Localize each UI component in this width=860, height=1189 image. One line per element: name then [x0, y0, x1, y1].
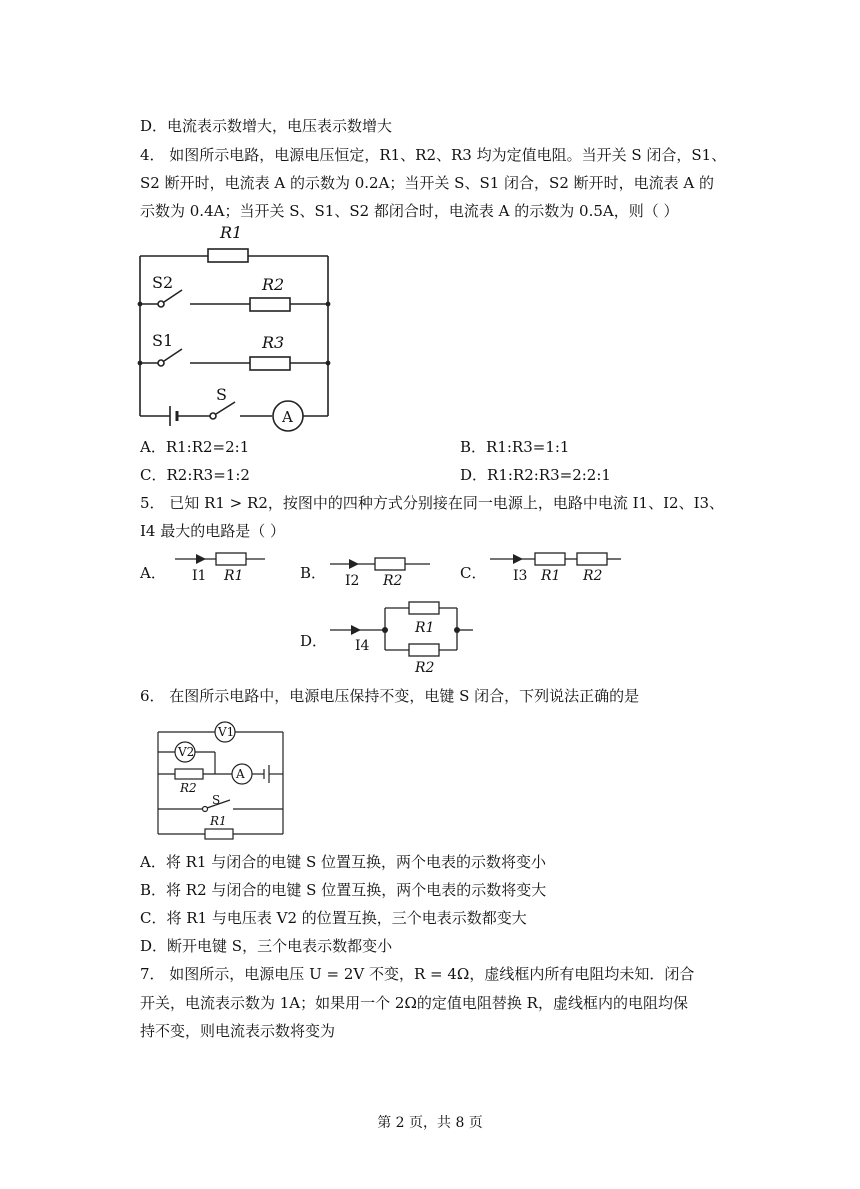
q5-stem-line1: 5． 已知 R1 > R2，按图中的四种方式分别接在同一电源上，电路中电流 I1、I2、I3、 [140, 494, 725, 512]
q4-stem-line2: S2 断开时，电流表 A 的示数为 0.2A；当开关 S、S1 闭合，S2 断开时，电流表 A 的 [140, 174, 715, 192]
q4-stem-line3: 示数为 0.4A；当开关 S、S1、S2 都闭合时，电流表 A 的示数为 0.5A，则（ ） [140, 202, 679, 220]
q4-label-r1: R1 [220, 223, 243, 242]
q5-a-label-r1: R1 [224, 568, 244, 584]
q4-option-a: A．R1:R2=2:1 [140, 438, 250, 456]
q6-stem: 6． 在图所示电路中，电源电压保持不变，电键 S 闭合，下列说法正确的是 [140, 687, 640, 705]
q4-stem-line1: 4． 如图所示电路，电源电压恒定，R1、R2、R3 均为定值电阻。当开关 S 闭合，S1、 [140, 146, 727, 164]
q5-d-label-r1: R1 [415, 620, 435, 636]
q7-stem-line1: 7． 如图所示，电源电压 U = 2V 不变，R = 4Ω，虚线框内所有电阻均未知．闭合 [140, 965, 695, 983]
page-footer: 第 2 页，共 8 页 [377, 1115, 483, 1131]
q5-circuit-a [170, 548, 270, 588]
q3-option-d: D．电流表示数增大，电压表示数增大 [140, 117, 393, 135]
q6-label-r2: R2 [180, 781, 197, 795]
q5-circuit-c [485, 548, 625, 588]
q4-label-r3: R3 [262, 333, 285, 352]
q5-circuit-d [325, 598, 480, 678]
q6-circuit-diagram [148, 713, 293, 843]
q5-b-label-i2: I2 [345, 573, 360, 589]
q7-stem-line3: 持不变，则电流表示数将变为 [140, 1022, 336, 1040]
q4-label-r2: R2 [262, 275, 285, 294]
q6-option-c: C．将 R1 与电压表 V2 的位置互换，三个电表示数都变大 [140, 909, 527, 927]
q5-a-label-i1: I1 [192, 568, 207, 584]
q6-ammeter-label: A [236, 767, 245, 781]
q5-option-c-label: C． [460, 564, 487, 582]
q5-option-d-label: D． [300, 632, 328, 650]
q5-option-b-label: B． [300, 564, 327, 582]
q5-d-label-i4: I4 [355, 638, 370, 654]
q6-label-s: S [212, 793, 221, 807]
q6-option-b: B．将 R2 与闭合的电键 S 位置互换，两个电表的示数将变大 [140, 881, 547, 899]
q7-stem-line2: 开关，电流表示数为 1A；如果用一个 2Ω的定值电阻替换 R，虚线框内的电阻均保 [140, 994, 688, 1012]
q5-d-label-r2: R2 [415, 660, 435, 676]
q4-label-s1: S1 [152, 331, 174, 350]
q6-v2-label: V2 [178, 745, 195, 759]
q5-c-label-i3: I3 [513, 568, 528, 584]
q4-ammeter-label: A [282, 408, 293, 426]
q4-circuit-diagram [130, 218, 350, 433]
q4-option-b: B．R1:R3=1:1 [460, 438, 570, 456]
q5-b-label-r2: R2 [383, 573, 403, 589]
q6-v1-label: V1 [218, 725, 235, 739]
q6-option-d: D．断开电键 S，三个电表示数都变小 [140, 937, 393, 955]
q4-option-c: C．R2:R3=1:2 [140, 466, 250, 484]
q4-option-d: D．R1:R2:R3=2:2:1 [460, 466, 611, 484]
q5-circuit-b [325, 553, 435, 593]
q4-label-s2: S2 [152, 273, 174, 292]
q6-label-r1: R1 [210, 814, 227, 828]
q4-label-s: S [216, 385, 227, 404]
q5-c-label-r2: R2 [583, 568, 603, 584]
q5-c-label-r1: R1 [541, 568, 561, 584]
q6-option-a: A．将 R1 与闭合的电键 S 位置互换，两个电表的示数将变小 [140, 853, 547, 871]
q5-stem-line2: I4 最大的电路是（ ） [140, 522, 286, 540]
q5-option-a-label: A． [140, 564, 166, 582]
